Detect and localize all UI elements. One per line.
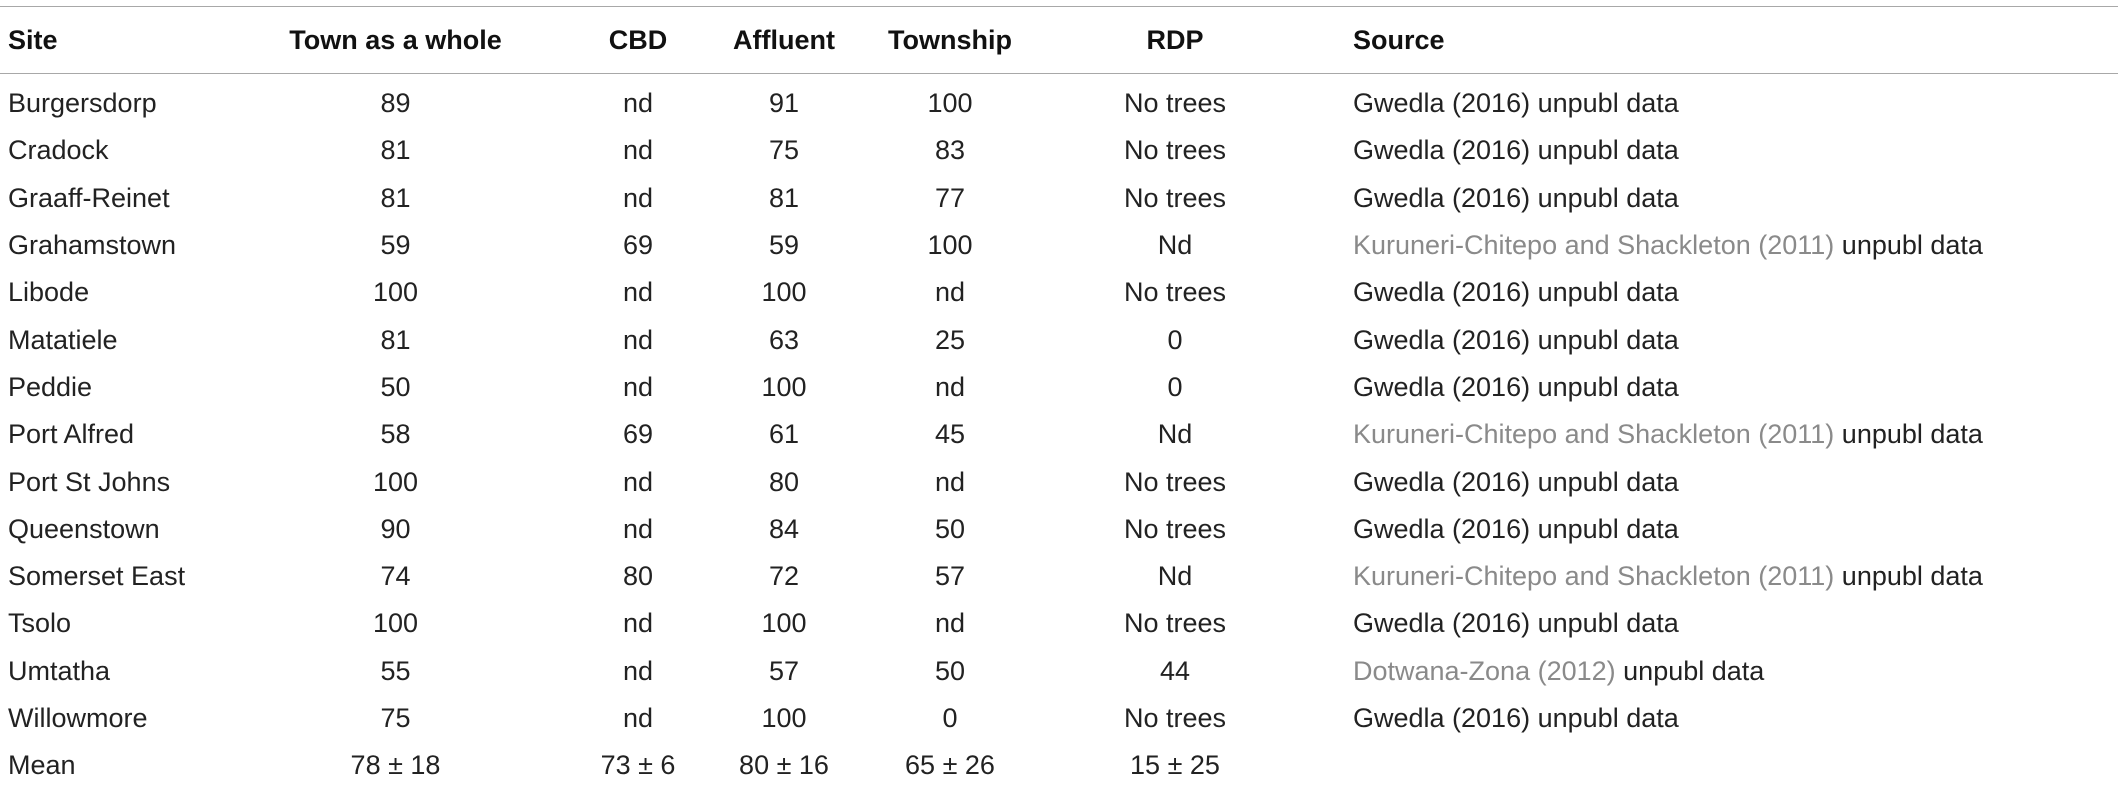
cell-town-as-a-whole: 59 [380,230,411,261]
cell-site: Umtatha [8,655,111,686]
cell-source [1285,695,2118,742]
cell-town-as-a-whole: 100 [372,277,419,308]
cell-cbd: nd [622,277,654,308]
cell-township: nd [934,371,965,402]
cell-source [1285,600,2118,647]
source-reference: Gwedla (2016) [1352,182,1531,213]
cell-site: Burgersdorp [8,88,157,119]
table-row [0,506,2118,553]
cell-site: Graaff-Reinet [8,182,170,213]
source-note: unpubl data [1537,608,1679,639]
cell-affluent: 72 [768,561,800,592]
cell-affluent: 75 [768,135,800,166]
cell-source [1285,127,2118,174]
cell-site: Somerset East [8,561,186,592]
cell-township: nd [934,466,965,497]
cell-rdp: 0 [1167,324,1183,355]
source-note: unpubl data [1537,703,1679,733]
cell-town-as-a-whole: 78 ± 18 [350,750,441,781]
cell-rdp: 0 [1167,371,1183,402]
cell-affluent: 61 [768,419,800,450]
cell-affluent: 81 [768,182,800,213]
cell-rdp: No trees [1123,88,1226,119]
cell-affluent: 57 [768,655,800,686]
source-note: unpubl data [1841,561,1983,592]
table-body [0,74,2118,790]
cell-source [1285,175,2118,222]
cell-cbd: nd [622,182,654,213]
cell-township: 25 [934,324,965,355]
table-row [0,553,2118,600]
cell-affluent: 100 [761,608,807,639]
cell-town-as-a-whole: 75 [380,703,411,733]
cell-affluent: 80 ± 16 [739,750,829,781]
source-reference: Gwedla (2016) [1352,277,1531,308]
cell-cbd: nd [622,703,654,733]
cell-cbd: nd [622,608,654,639]
source-reference: Gwedla (2016) [1352,703,1531,733]
cell-site: Mean [8,750,76,781]
mean-row [0,742,2118,789]
table-row [0,648,2118,695]
cell-township: 77 [934,182,965,213]
source-reference: Gwedla (2016) [1352,513,1531,544]
table-row [0,222,2118,269]
cell-cbd: 80 [622,561,654,592]
cell-township: 57 [934,561,965,592]
table-row [0,411,2118,458]
table-row [0,364,2118,411]
cell-site: Port Alfred [8,419,135,450]
source-note: unpubl data [1537,182,1679,213]
cell-town-as-a-whole: 81 [380,182,411,213]
cell-affluent: 100 [761,277,807,308]
cell-source [1285,316,2118,363]
cell-site: Matatiele [8,324,118,355]
cell-town-as-a-whole: 81 [380,324,411,355]
cell-source [1285,458,2118,505]
cell-affluent: 100 [761,371,807,402]
source-note: unpubl data [1537,513,1679,544]
source-reference: Gwedla (2016) [1352,324,1531,355]
cell-source [1285,364,2118,411]
cell-rdp: Nd [1157,561,1193,592]
source-note: unpubl data [1537,371,1679,402]
cell-source [1285,269,2118,316]
cell-cbd: 69 [622,419,654,450]
cell-source [1285,222,2118,269]
cell-rdp: No trees [1123,182,1226,213]
header-site: Site [0,7,248,74]
cell-affluent: 91 [768,88,800,119]
cell-cbd: nd [622,371,654,402]
cell-affluent: 84 [768,513,800,544]
table-row [0,127,2118,174]
source-note: unpubl data [1537,466,1679,497]
source-note: unpubl data [1841,419,1983,450]
source-note: unpubl data [1537,88,1679,119]
cell-township: nd [934,277,965,308]
cell-cbd: nd [622,513,654,544]
source-note: unpubl data [1841,230,1983,261]
table-row [0,74,2118,128]
header-row [0,7,2118,74]
table-header [0,7,2118,74]
cell-affluent: 63 [768,324,800,355]
cell-township: 45 [934,419,965,450]
table-row [0,316,2118,363]
cell-town-as-a-whole: 81 [380,135,411,166]
table-row [0,695,2118,742]
cell-cbd: nd [622,88,654,119]
table-row [0,175,2118,222]
source-reference: Gwedla (2016) [1352,371,1531,402]
cell-site: Cradock [8,135,109,166]
cell-site: Port St Johns [8,466,171,497]
header-rdp: RDP [1065,7,1285,74]
cell-rdp: Nd [1157,419,1193,450]
cell-source [1285,553,2118,600]
cell-source [1285,74,2118,128]
source-reference: Gwedla (2016) [1352,466,1531,497]
cell-town-as-a-whole: 90 [380,513,411,544]
cell-rdp: No trees [1123,513,1226,544]
cell-town-as-a-whole: 58 [380,419,411,450]
header-source: Source [1285,7,2118,74]
cell-township: 65 ± 26 [905,750,995,781]
cell-source [1285,506,2118,553]
cell-cbd: nd [622,324,654,355]
cell-rdp: 15 ± 25 [1130,750,1220,781]
cell-rdp: No trees [1123,703,1226,733]
cell-rdp: No trees [1123,277,1226,308]
source-note: unpubl data [1537,277,1679,308]
source-note: unpubl data [1623,655,1765,686]
cell-source [1285,411,2118,458]
source-note: unpubl data [1537,324,1679,355]
cell-site: Libode [8,277,90,308]
cell-township: 0 [942,703,958,733]
header-cbd: CBD [543,7,733,74]
cell-township: 100 [927,88,973,119]
cell-site: Peddie [8,371,93,402]
header-affluent: Affluent [733,7,835,74]
cell-source [1285,648,2118,695]
cell-site: Willowmore [8,703,148,733]
cell-rdp: No trees [1123,608,1226,639]
cell-cbd: nd [622,135,654,166]
cell-township: 83 [934,135,965,166]
source-reference-link[interactable]: Kuruneri-Chitepo and Shackleton (2011) [1352,561,1835,592]
cell-town-as-a-whole: 50 [380,371,411,402]
cell-source [1285,742,2118,789]
cell-affluent: 100 [761,703,807,733]
table-row [0,600,2118,647]
source-note: unpubl data [1537,135,1679,166]
cell-rdp: Nd [1157,230,1193,261]
cell-town-as-a-whole: 100 [372,608,419,639]
cell-township: nd [934,608,965,639]
cell-affluent: 59 [768,230,800,261]
header-township: Township [835,7,1065,74]
cell-rdp: 44 [1159,655,1190,686]
cell-site: Queenstown [8,513,160,544]
cell-cbd: 73 ± 6 [600,750,676,781]
source-reference: Gwedla (2016) [1352,88,1531,119]
cell-affluent: 80 [768,466,800,497]
cell-cbd: nd [622,466,654,497]
cell-town-as-a-whole: 89 [380,88,411,119]
source-reference-link[interactable]: Kuruneri-Chitepo and Shackleton (2011) [1352,419,1835,450]
cell-rdp: No trees [1123,466,1226,497]
source-reference: Gwedla (2016) [1352,608,1531,639]
cell-town-as-a-whole: 74 [380,561,411,592]
source-reference-link[interactable]: Kuruneri-Chitepo and Shackleton (2011) [1352,230,1835,261]
source-reference: Gwedla (2016) [1352,135,1531,166]
cell-town-as-a-whole: 55 [380,655,411,686]
cell-cbd: 69 [622,230,654,261]
cell-township: 100 [927,230,973,261]
cell-town-as-a-whole: 100 [372,466,419,497]
cell-township: 50 [934,655,965,686]
cell-township: 50 [934,513,965,544]
header-town-as-a-whole: Town as a whole [248,7,543,74]
cell-site: Tsolo [8,608,72,639]
data-table [0,6,2118,789]
table-row [0,269,2118,316]
table-row [0,458,2118,505]
cell-rdp: No trees [1123,135,1226,166]
source-reference-link[interactable]: Dotwana-Zona (2012) [1352,655,1616,686]
cell-cbd: nd [622,655,654,686]
cell-site: Grahamstown [8,230,177,261]
